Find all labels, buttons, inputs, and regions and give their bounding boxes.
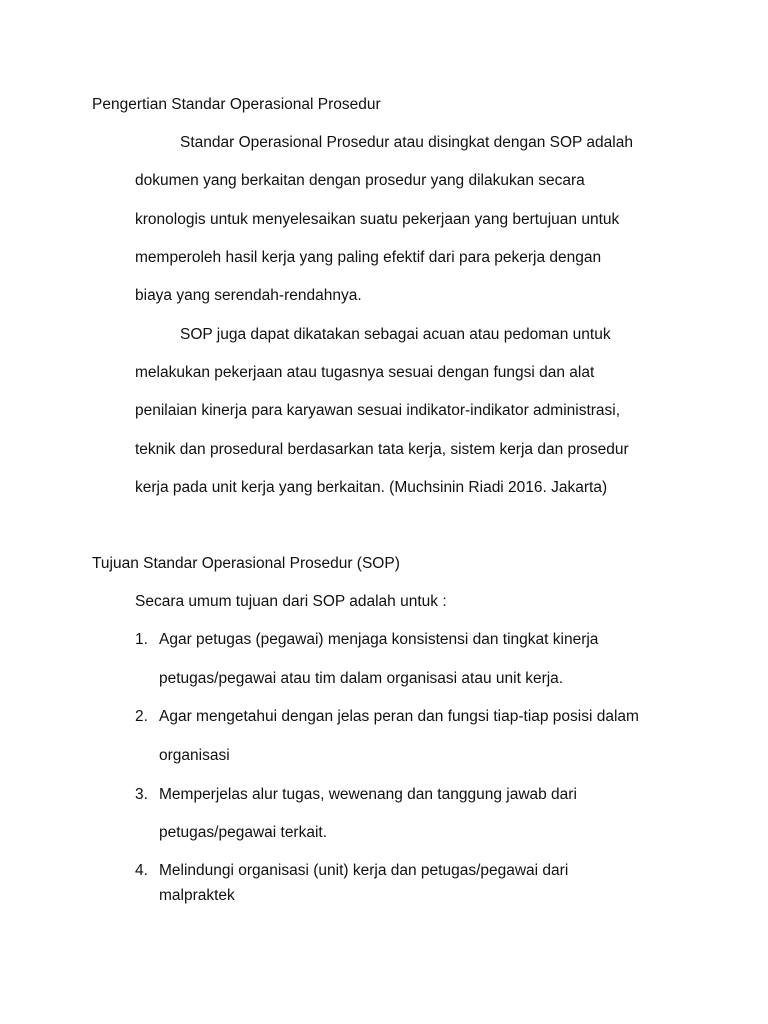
paragraph-line: kerja pada unit kerja yang berkaitan. (Muchsinin Riadi 2016. Jakarta) <box>135 479 608 496</box>
paragraph-line: teknik dan prosedural berdasarkan tata kerja, sistem kerja dan prosedur <box>135 441 629 458</box>
list-item-text: petugas/pegawai atau tim dalam organisasi atau unit kerja. <box>159 670 564 687</box>
list-item-number: 3. <box>135 786 148 803</box>
paragraph-line: SOP juga dapat dikatakan sebagai acuan atau pedoman untuk <box>180 326 611 343</box>
section-heading-tujuan: Tujuan Standar Operasional Prosedur (SOP) <box>92 555 400 572</box>
paragraph-line: dokumen yang berkaitan dengan prosedur yang dilakukan secara <box>135 172 585 189</box>
section-heading-pengertian: Pengertian Standar Operasional Prosedur <box>92 96 381 113</box>
paragraph-line: biaya yang serendah-rendahnya. <box>135 287 362 304</box>
list-item-number: 4. <box>135 862 148 879</box>
list-item-text: petugas/pegawai terkait. <box>159 824 328 841</box>
list-item-number: 2. <box>135 708 148 725</box>
list-item-text: Melindungi organisasi (unit) kerja dan petugas/pegawai dari <box>159 862 569 879</box>
list-item-text: Agar petugas (pegawai) menjaga konsistensi dan tingkat kinerja <box>159 631 599 648</box>
paragraph-line: melakukan pekerjaan atau tugasnya sesuai dengan fungsi dan alat <box>135 364 595 381</box>
list-intro: Secara umum tujuan dari SOP adalah untuk : <box>135 593 447 610</box>
list-item-text: Memperjelas alur tugas, wewenang dan tanggung jawab dari <box>159 786 577 803</box>
list-item-text: Agar mengetahui dengan jelas peran dan fungsi tiap-tiap posisi dalam <box>159 708 639 725</box>
paragraph-line: memperoleh hasil kerja yang paling efektif dari para pekerja dengan <box>135 249 602 266</box>
list-item-text: malpraktek <box>159 887 235 904</box>
paragraph-line: penilaian kinerja para karyawan sesuai indikator-indikator administrasi, <box>135 402 621 419</box>
list-item-text: organisasi <box>159 747 230 764</box>
paragraph-line: Standar Operasional Prosedur atau disingkat dengan SOP adalah <box>180 134 633 151</box>
list-item-number: 1. <box>135 631 148 648</box>
paragraph-line: kronologis untuk menyelesaikan suatu pekerjaan yang bertujuan untuk <box>135 211 620 228</box>
